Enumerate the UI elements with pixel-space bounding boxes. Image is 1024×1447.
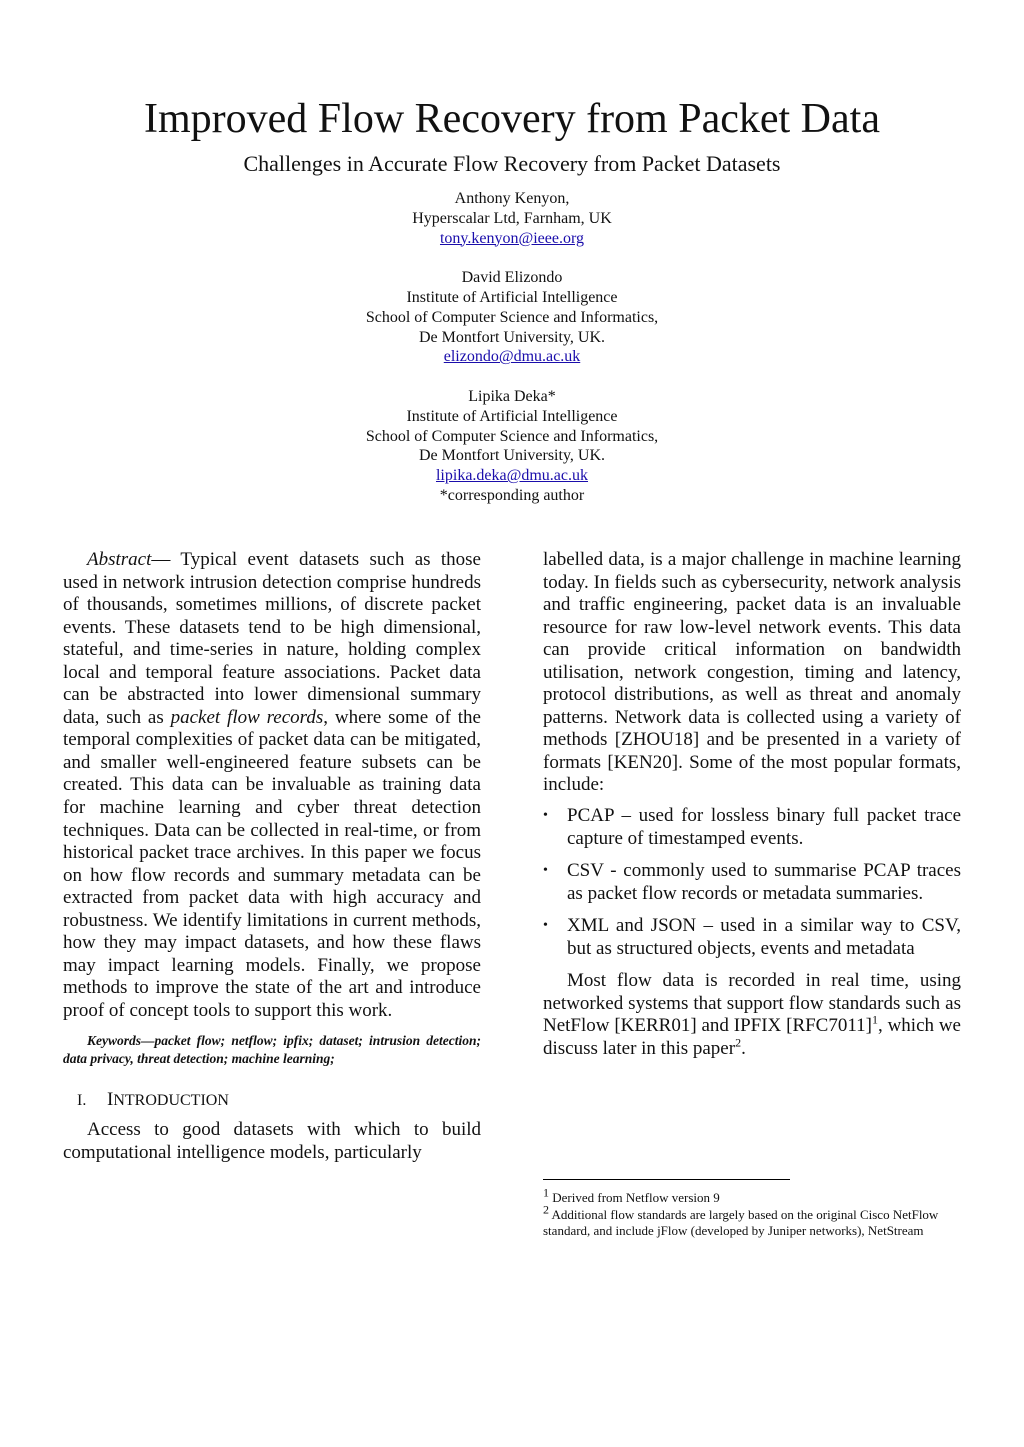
author-2 — [0, 268, 1024, 367]
keywords: Keywords—packet flow; netflow; ipfix; dataset; intrusion detection; data privacy, threat detection; machine learning; — [63, 1033, 481, 1067]
footnote-ref-2[interactable]: 2 — [735, 1035, 742, 1050]
author-affiliation: De Montfort University, UK. — [418, 328, 606, 346]
author-affiliation: Hyperscalar Ltd, Farnham, UK — [412, 209, 612, 227]
author-affiliation: Institute of Artificial Intelligence — [406, 288, 618, 306]
author-affiliation: Institute of Artificial Intelligence — [406, 407, 618, 425]
formats-list — [543, 805, 961, 960]
introduction-paragraph: Access to good datasets with which to build computational intelligence models, particularly — [63, 1119, 481, 1164]
section-heading-introduction: I. INTRODUCTION — [77, 1089, 229, 1111]
author-name: David Elizondo — [461, 269, 563, 287]
paper-subtitle: Challenges in Accurate Flow Recovery from Packet Datasets — [243, 151, 781, 176]
footnote-divider — [543, 1179, 790, 1180]
body-paragraph: labelled data, is a major challenge in machine learning today. In fields such as cybersecurity, network analysis and traffic engineering, packet data is an invaluable resource for raw low-level network events. This data can provide critical information on bandwidth utilisation, network congestion, timing and latency, protocol distributions, as well as threat and anomaly patterns. Network data is collected using a variety of methods [ZHOU18] and be presented in a variety of formats [KEN20]. Some of the most popular formats, include: — [543, 549, 961, 796]
author-1 — [0, 189, 1024, 248]
abstract-italic-term: packet flow records — [170, 706, 324, 728]
paper-title: Improved Flow Recovery from Packet Data — [144, 96, 880, 142]
list-item: • PCAP – used for lossless binary full packet trace capture of timestamped events. — [543, 805, 961, 849]
author-affiliation: School of Computer Science and Informatics, — [365, 427, 659, 445]
footnote-1: $^1$ Derived from Netflow version 9 — [543, 1185, 720, 1205]
author-email-link[interactable]: elizondo@dmu.ac.uk — [443, 348, 581, 366]
author-affiliation: De Montfort University, UK. — [418, 447, 606, 465]
list-item: • CSV - commonly used to summarise PCAP traces as packet flow records or metadata summaries. — [543, 860, 961, 904]
abstract-paragraph: Abstract— Typical event datasets such as those used in network intrusion detection comprise hundreds of thousands, sometimes millions, of discrete packet events. These datasets tend to be high dimensional, stateful, and time-series in nature, holding complex local and temporal feature associations. Packet data can be abstracted into lower dimensional summary data, such as packet flow records, where some of the temporal complexities of packet data can be mitigated, and smaller well-engineered feature subsets can be created. This data can be invaluable as training data for machine learning and cyber threat detection techniques. Data can be collected in real-time, or from historical packet trace archives. In this paper we focus on how flow records and summary metadata can be extracted from packet data with high accuracy and robustness. We identify limitations in current methods, how they may impact datasets, and how these flaws may impact learning models. Finally, we propose methods to improve the state of the art and introduce proof of concept tools to support this work. — [63, 549, 481, 1021]
bullet-icon: • — [543, 863, 548, 879]
author-block — [0, 189, 1024, 526]
corresponding-author-note: *corresponding author — [439, 486, 585, 504]
right-column — [543, 549, 961, 1060]
author-email-link[interactable]: tony.kenyon@ieee.org — [439, 229, 585, 247]
author-name: Anthony Kenyon, — [454, 190, 570, 207]
author-name: Lipika Deka* — [468, 387, 556, 405]
bullet-icon: • — [543, 808, 548, 824]
flow-paragraph: Most flow data is recorded in real time, using networked systems that support flow standards such as NetFlow [KERR01] and IPFIX $[RFC7011]^1$, which we discuss later in this paper$^2$. — [543, 970, 961, 1059]
author-email-link[interactable]: lipika.deka@dmu.ac.uk — [435, 467, 589, 485]
list-item: • XML and JSON – used in a similar way to CSV, but as structured objects, events and metadata — [543, 915, 961, 959]
footnote-ref-1[interactable]: 1 — [871, 1013, 878, 1028]
footnote-2: $^2$ Additional flow standards are largely based on the original Cisco NetFlow standard, and include jFlow (developed by Juniper networks), NetStream — [543, 1202, 939, 1238]
author-3 — [0, 387, 1024, 506]
abstract-label: Abstract — [87, 549, 152, 570]
left-column — [63, 549, 481, 1165]
author-affiliation: School of Computer Science and Informatics, — [365, 308, 659, 326]
bullet-icon: • — [543, 918, 548, 934]
footnotes — [543, 1185, 963, 1240]
